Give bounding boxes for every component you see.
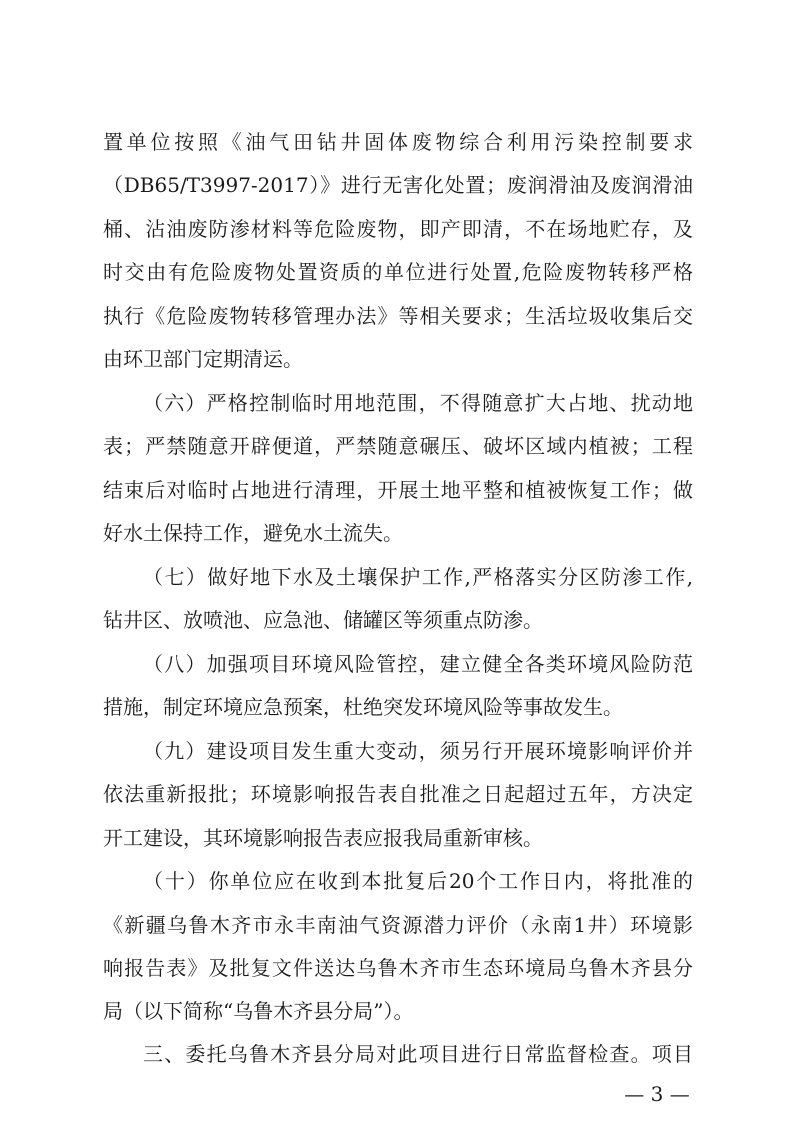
paragraph-7-line-2: 钻井区、放喷池、应急池、储罐区等须重点防渗。 <box>103 608 543 632</box>
paragraph-8-line-2: 措施，制定环境应急预案，杜绝突发环境风险等事故发生。 <box>103 695 623 719</box>
paragraph-10-line-2: 《新疆乌鲁木齐市永丰南油气资源潜力评价（永南1井）环境影 <box>103 913 693 937</box>
paragraph-9-line-1: （九）建设项目发生重大变动，须另行开展环境影响评价并 <box>143 739 693 763</box>
paragraph-6-line-4: 好水土保持工作，避免水土流失。 <box>103 521 403 545</box>
paragraph-6-line-3: 结束后对临时占地进行清理，开展土地平整和植被恢复工作；做 <box>103 478 693 502</box>
body-line-3: 桶、沾油废防渗材料等危险废物，即产即清，不在场地贮存，及 <box>103 217 693 241</box>
paragraph-7-line-1: （七）做好地下水及土壤保护工作,严格落实分区防渗工作, <box>143 565 693 589</box>
paragraph-6-line-1: （六）严格控制临时用地范围，不得随意扩大占地、扰动地 <box>143 391 693 415</box>
body-line-4: 时交由有危险废物处置资质的单位进行处置,危险废物转移严格 <box>103 260 693 284</box>
paragraph-10-line-4: 局（以下简称“乌鲁木齐县分局”）。 <box>103 999 414 1023</box>
page-number: — 3 — <box>624 1082 690 1106</box>
paragraph-10-line-3: 响报告表》及批复文件送达乌鲁木齐市生态环境局乌鲁木齐县分 <box>103 956 693 980</box>
body-line-5: 执行《危险废物转移管理办法》等相关要求；生活垃圾收集后交 <box>103 304 693 328</box>
paragraph-9-line-2: 依法重新报批；环境影响报告表自批准之日起超过五年，方决定 <box>103 782 693 806</box>
paragraph-9-line-3: 开工建设，其环境影响报告表应报我局重新审核。 <box>103 826 543 850</box>
paragraph-6-line-2: 表；严禁随意开辟便道，严禁随意碾压、破坏区域内植被；工程 <box>103 434 693 458</box>
body-line-6: 由环卫部门定期清运。 <box>103 347 303 371</box>
body-line-1: 置单位按照《油气田钻井固体废物综合利用污染控制要求 <box>103 130 693 154</box>
section-3-line-1: 三、委托乌鲁木齐县分局对此项目进行日常监督检查。项目 <box>143 1042 693 1066</box>
paragraph-8-line-1: （八）加强项目环境风险管控，建立健全各类环境风险防范 <box>143 652 693 676</box>
body-line-2: （DB65/T3997-2017）》进行无害化处置；废润滑油及废润滑油 <box>103 173 693 197</box>
paragraph-10-line-1: （十）你单位应在收到本批复后20个工作日内，将批准的 <box>143 869 693 893</box>
